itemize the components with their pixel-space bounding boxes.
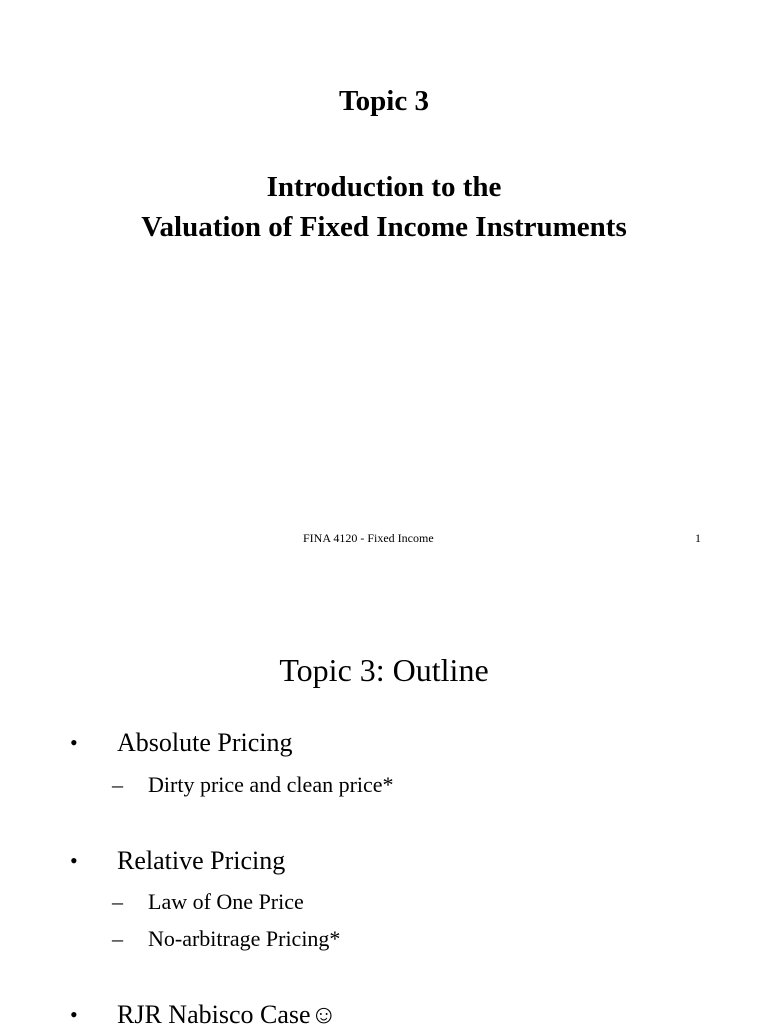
outline-subitem [0, 888, 768, 918]
outline-bullet-label: RJR Nabisco Case☺ [117, 1000, 338, 1029]
bullet-dot-icon: • [70, 1002, 78, 1027]
slide-title [0, 167, 768, 247]
outline-subitem [0, 771, 768, 801]
topic-label: Topic 3 [339, 85, 429, 117]
outline-subitem [0, 925, 768, 955]
slide-title-line-1: Introduction to the [266, 171, 502, 203]
outline-subitem-label: Law of One Price [148, 889, 304, 914]
outline-subitem-label: No-arbitrage Pricing* [148, 926, 341, 951]
dash-icon: – [112, 926, 123, 951]
outline-title: Topic 3: Outline [279, 652, 489, 688]
bullet-dot-icon: • [70, 848, 78, 873]
outline-bullet-label: Relative Pricing [117, 846, 286, 875]
bullet-dot-icon: • [70, 730, 78, 755]
footer-page-number: 1 [695, 531, 701, 545]
slide-title-line-2: Valuation of Fixed Income Instruments [141, 211, 627, 243]
footer-course-name: FINA 4120 - Fixed Income [303, 531, 434, 545]
dash-icon: – [112, 889, 123, 914]
outline-subitem-label: Dirty price and clean price* [148, 772, 394, 797]
outline-slide [0, 600, 768, 1029]
outline-bullet-label: Absolute Pricing [117, 728, 293, 757]
dash-icon: – [112, 772, 123, 797]
